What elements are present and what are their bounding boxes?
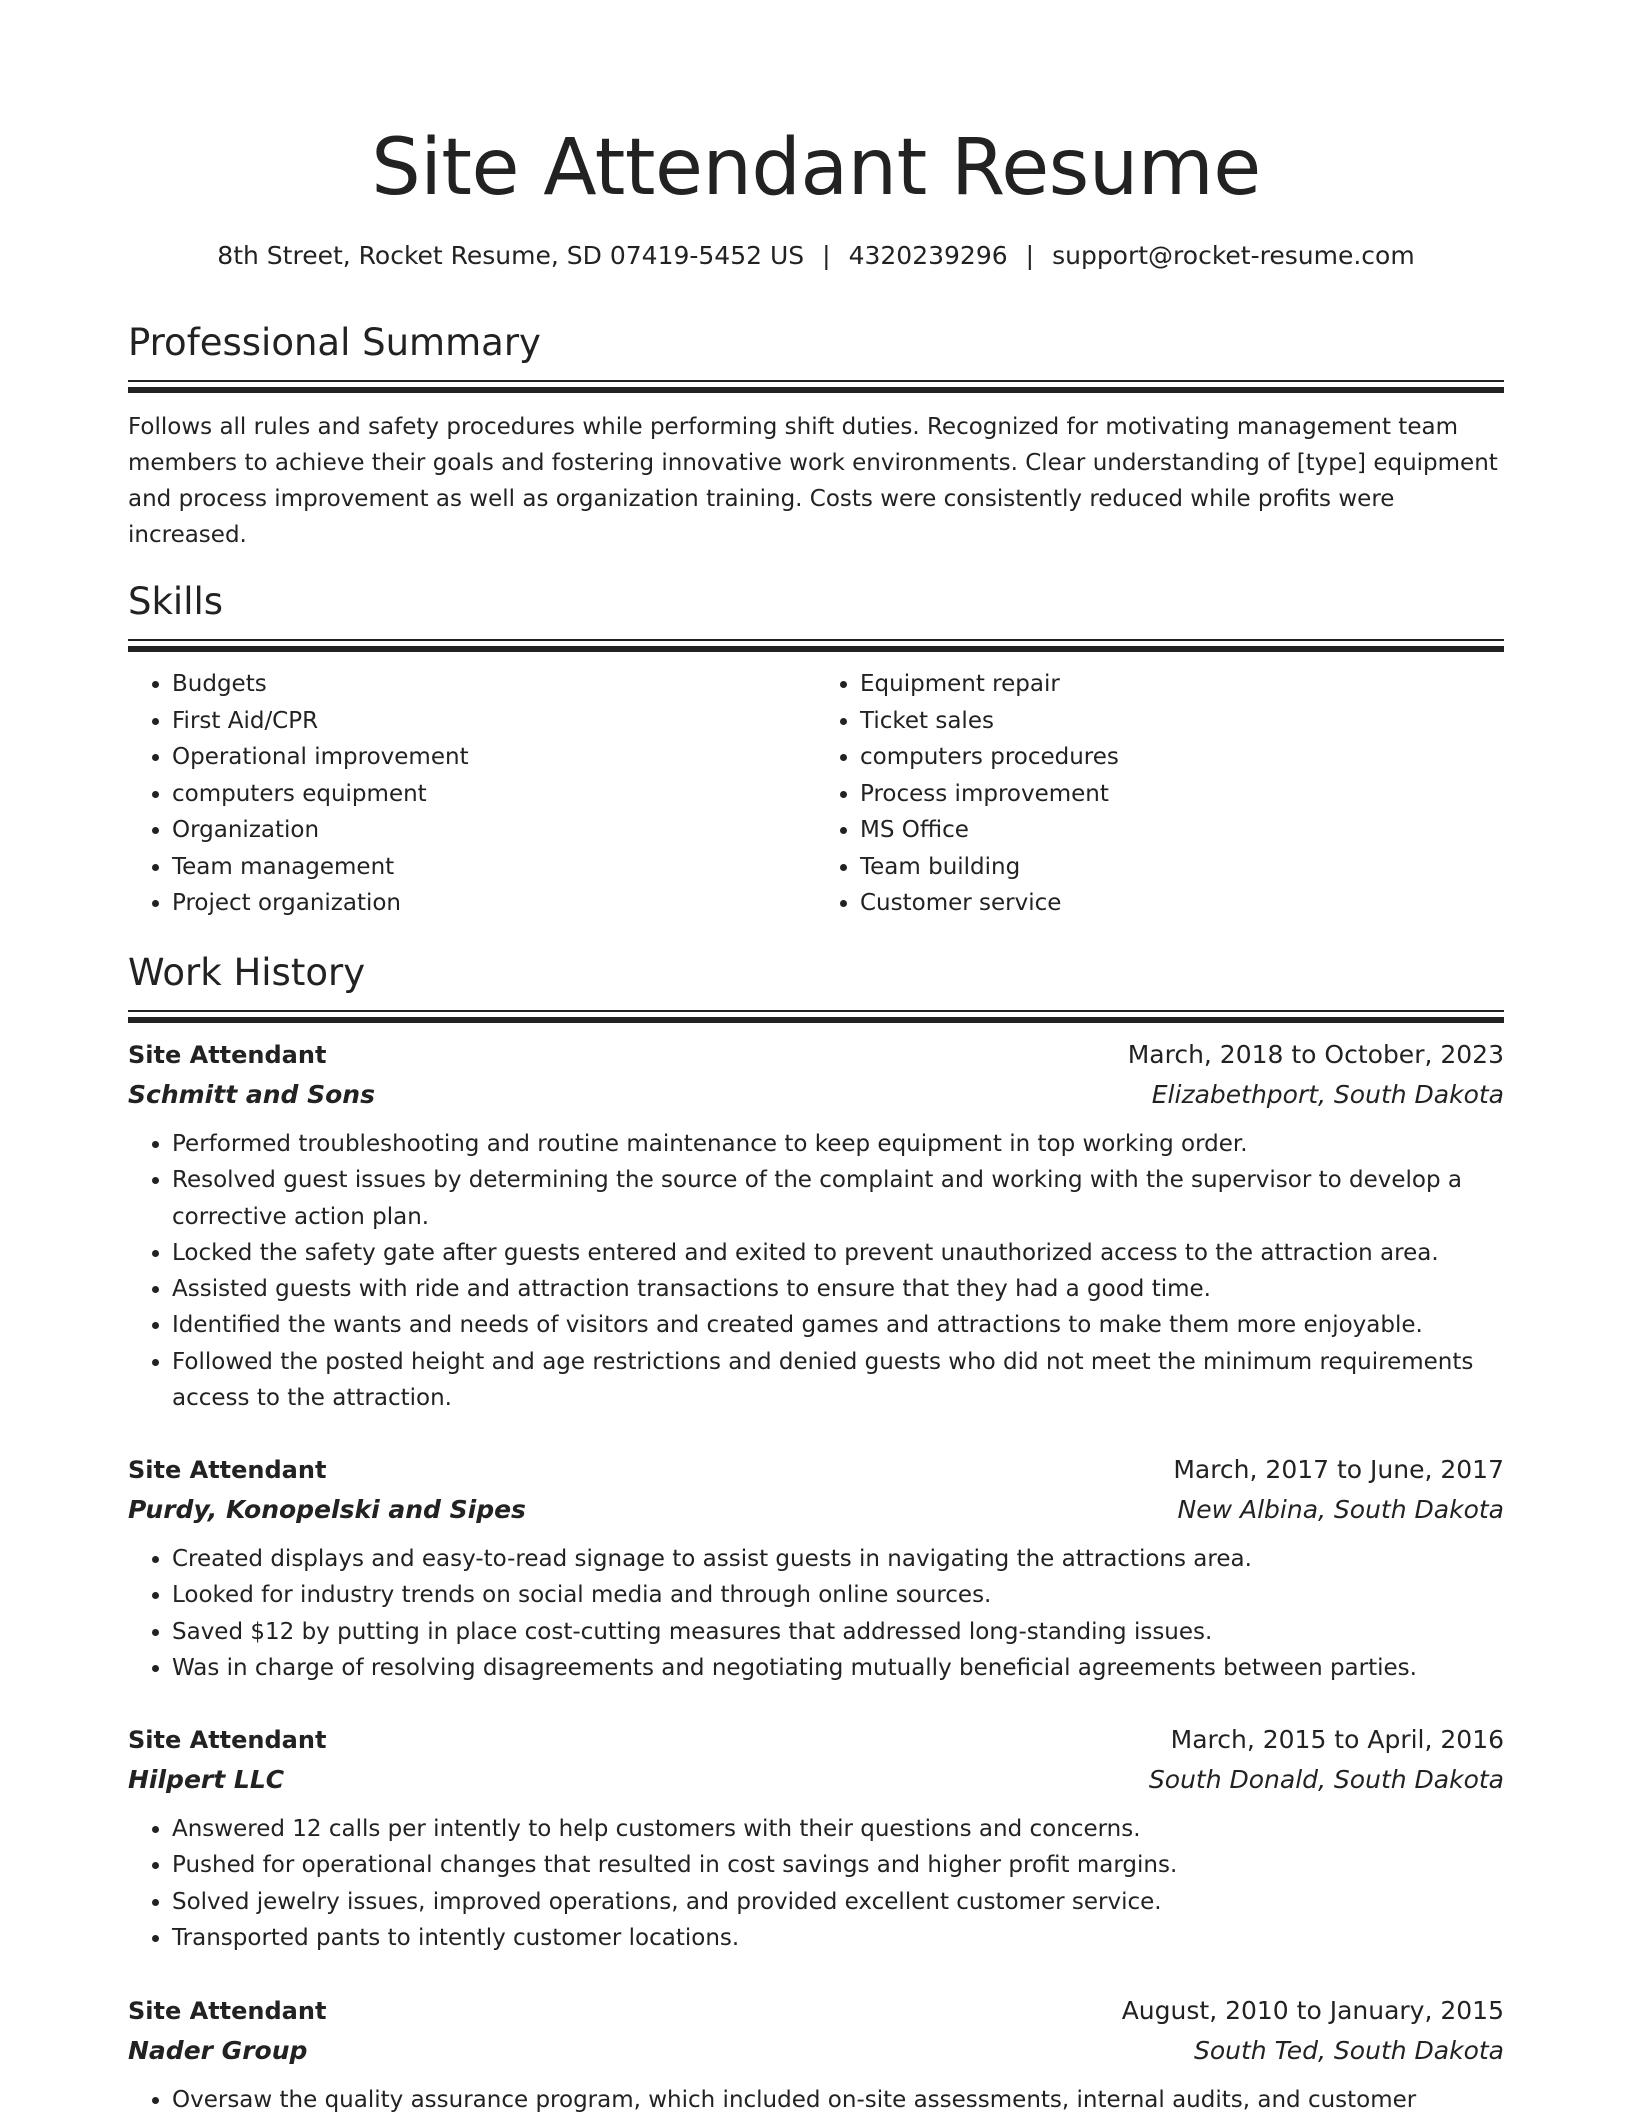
contact-separator: | xyxy=(822,241,831,270)
skill-item: • MS Office xyxy=(860,812,1504,849)
section-divider xyxy=(128,1017,1504,1023)
skills-section xyxy=(128,577,1504,922)
job-duties xyxy=(128,2082,1504,2118)
job-duties xyxy=(128,1811,1504,1956)
work-history-section xyxy=(128,948,1504,1023)
job-duties xyxy=(128,1541,1504,1686)
job-location: South Ted, South Dakota xyxy=(1194,2036,1504,2065)
duty-item: • Pushed for operational changes that resulted in cost savings and higher profit margins. xyxy=(172,1847,1504,1883)
job-company: Schmitt and Sons xyxy=(128,1080,375,1109)
job-subheader xyxy=(128,1760,1504,1799)
skill-item: • Operational improvement xyxy=(172,739,816,776)
job-company: Hilpert LLC xyxy=(128,1765,285,1794)
job-dates: August, 2010 to January, 2015 xyxy=(1121,1996,1504,2025)
job-location: South Donald, South Dakota xyxy=(1148,1765,1504,1794)
job-location: Elizabethport, South Dakota xyxy=(1151,1080,1504,1109)
skills-list-right xyxy=(816,666,1504,922)
duty-item: • Saved $12 by putting in place cost-cutting measures that addressed long-standing issues. xyxy=(172,1614,1504,1650)
skills-list-left xyxy=(128,666,816,922)
section-heading-work-history: Work History xyxy=(128,951,366,994)
skill-item: • Team management xyxy=(172,849,816,886)
job-title: Site Attendant xyxy=(128,1456,327,1484)
duty-item: • Solved jewelry issues, improved operations, and provided excellent customer service. xyxy=(172,1884,1504,1920)
skill-item: • Equipment repair xyxy=(860,666,1504,703)
summary-section xyxy=(128,318,1504,553)
job-entry xyxy=(128,1450,1504,1686)
contact-phone: 4320239296 xyxy=(848,241,1008,270)
contact-separator: | xyxy=(1025,241,1035,270)
duty-item: • Assisted guests with ride and attraction transactions to ensure that they had a good time. xyxy=(172,1271,1504,1307)
job-header xyxy=(128,1035,1504,1075)
job-title: Site Attendant xyxy=(128,1041,327,1069)
job-title: Site Attendant xyxy=(128,1997,327,2025)
section-divider xyxy=(128,646,1504,652)
job-dates: March, 2017 to June, 2017 xyxy=(1173,1455,1504,1484)
job-location: New Albina, South Dakota xyxy=(1177,1495,1504,1524)
job-company: Nader Group xyxy=(128,2036,308,2065)
section-heading-skills: Skills xyxy=(128,580,224,623)
job-header xyxy=(128,1450,1504,1490)
section-divider xyxy=(128,380,1504,382)
duty-item: • Created displays and easy-to-read signage to assist guests in navigating the attractions area. xyxy=(172,1541,1504,1577)
duty-item: • Was in charge of resolving disagreements and negotiating mutually beneficial agreements between parties. xyxy=(172,1650,1504,1686)
skill-item: • First Aid/CPR xyxy=(172,703,816,740)
section-divider xyxy=(128,639,1504,641)
skill-item: • Customer service xyxy=(860,885,1504,922)
skill-item: • Project organization xyxy=(172,885,816,922)
job-title: Site Attendant xyxy=(128,1726,327,1754)
duty-item: • Resolved guest issues by determining the source of the complaint and working with the supervisor to develop a corrective action plan. xyxy=(172,1162,1504,1235)
duty-item: • Followed the posted height and age restrictions and denied guests who did not meet the minimum requirements access to the attraction. xyxy=(172,1344,1504,1417)
job-duties xyxy=(128,1126,1504,1416)
job-dates: March, 2018 to October, 2023 xyxy=(1127,1040,1504,1069)
section-divider xyxy=(128,387,1504,393)
job-company: Purdy, Konopelski and Sipes xyxy=(128,1495,526,1524)
skill-item: • Ticket sales xyxy=(860,703,1504,740)
skill-item: • Team building xyxy=(860,849,1504,886)
duty-item: • Answered 12 calls per intently to help customers with their questions and concerns. xyxy=(172,1811,1504,1847)
job-entry xyxy=(128,1035,1504,1416)
skill-item: • Process improvement xyxy=(860,776,1504,813)
skill-item: • computers equipment xyxy=(172,776,816,813)
section-heading-summary: Professional Summary xyxy=(128,321,541,364)
section-divider xyxy=(128,1010,1504,1012)
skill-item: • Budgets xyxy=(172,666,816,703)
duty-item: • Oversaw the quality assurance program, which included on-site assessments, internal audits, and customer xyxy=(172,2082,1504,2118)
contact-line xyxy=(128,238,1504,274)
duty-item: • Locked the safety gate after guests entered and exited to prevent unauthorized access to the attraction area. xyxy=(172,1235,1504,1271)
job-header xyxy=(128,1991,1504,2031)
job-subheader xyxy=(128,1490,1504,1529)
job-entry xyxy=(128,1720,1504,1956)
skills-grid xyxy=(128,666,1504,922)
duty-item: • Performed troubleshooting and routine maintenance to keep equipment in top working order. xyxy=(172,1126,1504,1162)
job-subheader xyxy=(128,1075,1504,1114)
job-header xyxy=(128,1720,1504,1760)
contact-email[interactable]: support@rocket-resume.com xyxy=(1052,241,1415,270)
job-dates: March, 2015 to April, 2016 xyxy=(1170,1725,1504,1754)
job-entry xyxy=(128,1991,1504,2118)
skill-item: • computers procedures xyxy=(860,739,1504,776)
resume-title: Site Attendant Resume xyxy=(371,123,1261,213)
summary-paragraph: Follows all rules and safety procedures while performing shift duties. Recognized for motivating management team members to achieve their goals and fostering innovative work environments. Clear understanding of [type] equipment and process improvement as well as organization training. Costs were consistently reduced while profits were increased. xyxy=(128,414,1498,548)
contact-address: 8th Street, Rocket Resume, SD 07419-5452 US xyxy=(217,241,805,270)
skill-item: • Organization xyxy=(172,812,816,849)
duty-item: • Looked for industry trends on social media and through online sources. xyxy=(172,1577,1504,1613)
job-subheader xyxy=(128,2031,1504,2070)
duty-item: • Transported pants to intently customer locations. xyxy=(172,1920,1504,1956)
duty-item: • Identified the wants and needs of visitors and created games and attractions to make them more enjoyable. xyxy=(172,1307,1504,1343)
